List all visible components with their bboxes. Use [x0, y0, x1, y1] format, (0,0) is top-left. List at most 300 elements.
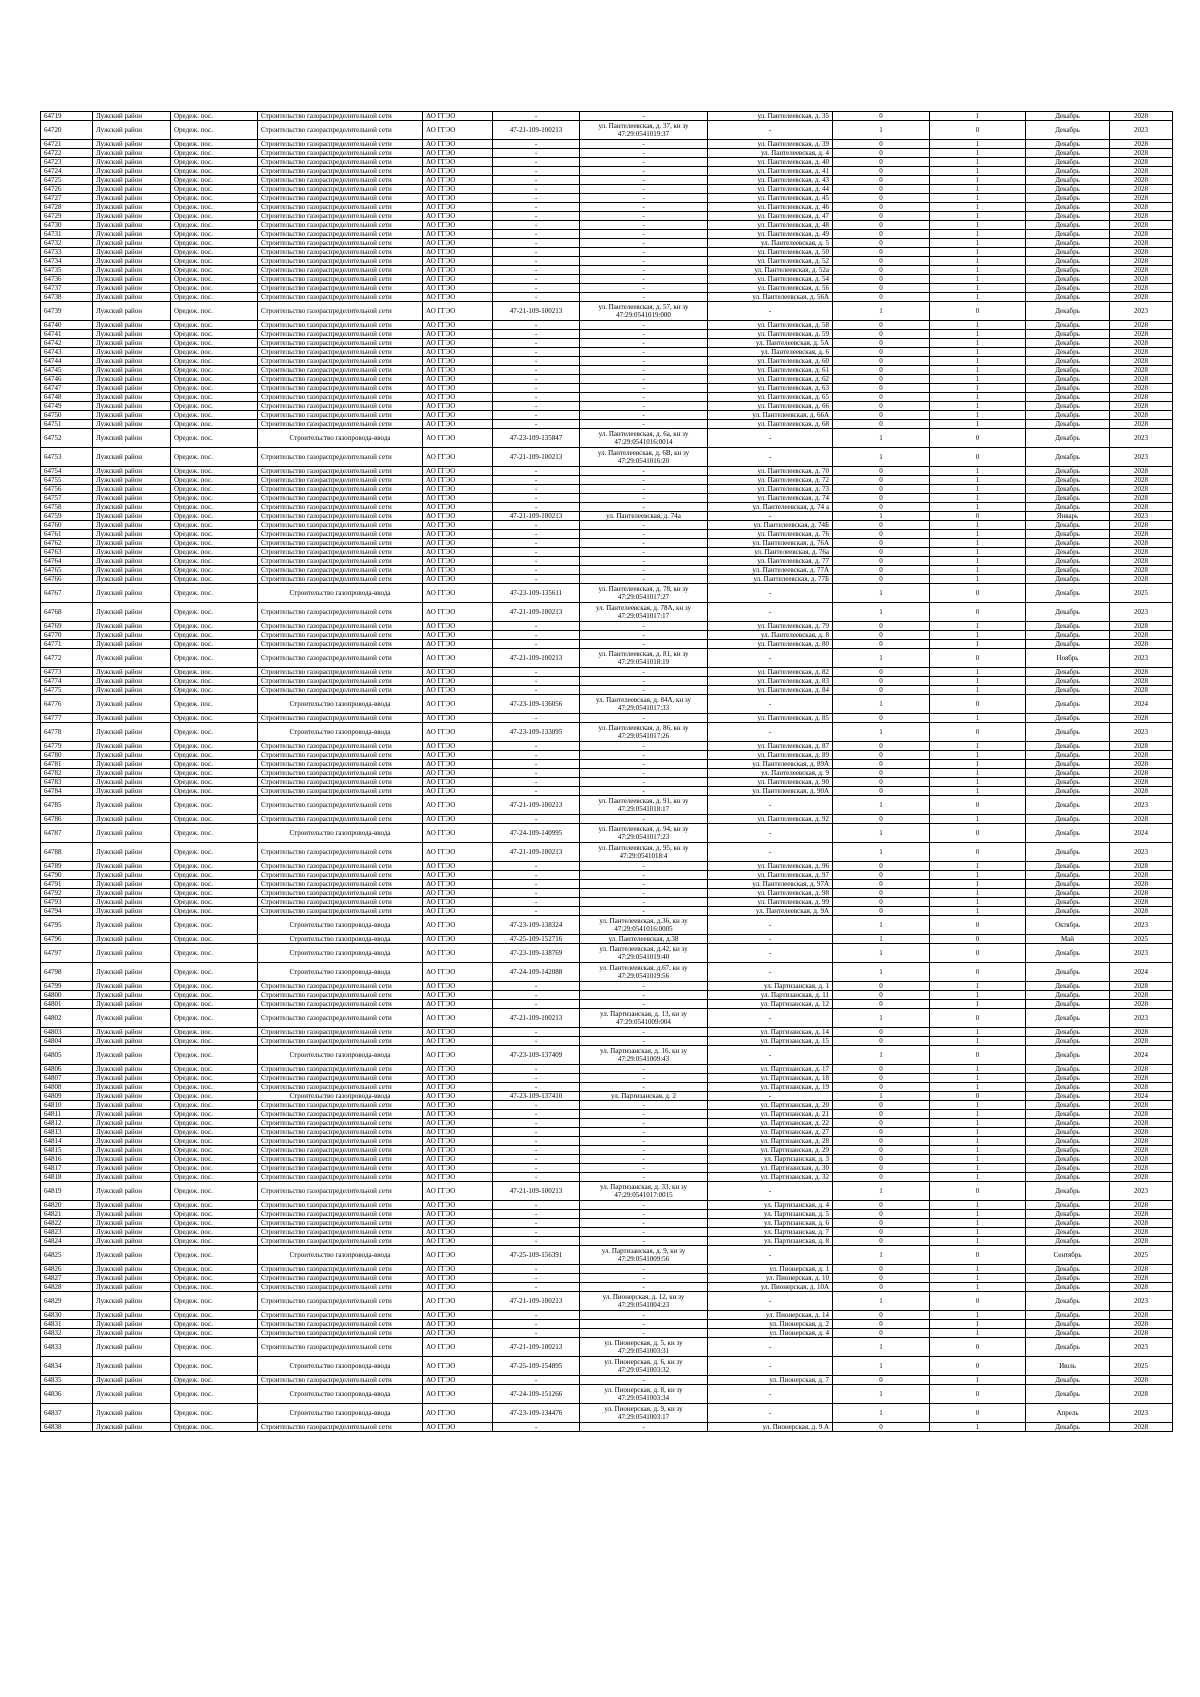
value2-cell: 1	[930, 1155, 1026, 1164]
value1-cell: 1	[833, 1404, 930, 1423]
organization-cell: АО ГГЭО	[423, 248, 493, 257]
year-cell: 2028	[1110, 339, 1173, 348]
value2-cell: 1	[930, 907, 1026, 916]
value1-cell: 0	[833, 1146, 930, 1155]
work-type-cell: Строительство газораспределительной сети	[258, 149, 423, 158]
row-number-cell: 64813	[41, 1128, 93, 1137]
table-row	[41, 167, 1173, 176]
cadastral-cell: -	[580, 566, 708, 575]
value2-cell: 1	[930, 284, 1026, 293]
row-number-cell: 64809	[41, 1092, 93, 1101]
address-cell: ул. Пантелеевская, д. 58	[708, 321, 833, 330]
table-row	[41, 266, 1173, 275]
address-cell: -	[708, 649, 833, 668]
application-number-cell: 47-21-109-100213	[493, 1292, 580, 1311]
district-cell: Лужский район	[93, 1338, 171, 1357]
work-type-cell: Строительство газораспределительной сети	[258, 1000, 423, 1009]
value1-cell: 0	[833, 1083, 930, 1092]
value1-cell: 0	[833, 982, 930, 991]
value1-cell: 0	[833, 330, 930, 339]
organization-cell: АО ГГЭО	[423, 1083, 493, 1092]
work-type-cell: Строительство газораспределительной сети	[258, 1028, 423, 1037]
application-number-cell: -	[493, 357, 580, 366]
work-type-cell: Строительство газораспределительной сети	[258, 467, 423, 476]
year-cell: 2023	[1110, 302, 1173, 321]
year-cell: 2023	[1110, 843, 1173, 862]
work-type-cell: Строительство газораспределительной сети	[258, 982, 423, 991]
row-number-cell: 64805	[41, 1046, 93, 1065]
address-cell: -	[708, 916, 833, 935]
organization-cell: АО ГГЭО	[423, 1028, 493, 1037]
settlement-cell: Оредеж. пос.	[171, 1182, 258, 1201]
settlement-cell: Оредеж. пос.	[171, 1385, 258, 1404]
row-number-cell: 64791	[41, 880, 93, 889]
month-cell: Декабрь	[1026, 1155, 1110, 1164]
application-number-cell: -	[493, 1028, 580, 1037]
settlement-cell: Оредеж. пос.	[171, 566, 258, 575]
table-row	[41, 1274, 1173, 1283]
application-number-cell: -	[493, 871, 580, 880]
row-number-cell: 64785	[41, 796, 93, 815]
address-cell: -	[708, 1246, 833, 1265]
settlement-cell: Оредеж. пос.	[171, 302, 258, 321]
value1-cell: 0	[833, 239, 930, 248]
organization-cell: АО ГГЭО	[423, 1137, 493, 1146]
cadastral-cell: -	[580, 1110, 708, 1119]
address-cell: ул. Пантелеевская, д. 50	[708, 248, 833, 257]
address-cell: ул. Пантелеевская, д. 77	[708, 557, 833, 566]
table-row	[41, 584, 1173, 603]
district-cell: Лужский район	[93, 963, 171, 982]
settlement-cell: Оредеж. пос.	[171, 521, 258, 530]
settlement-cell: Оредеж. пос.	[171, 778, 258, 787]
settlement-cell: Оредеж. пос.	[171, 375, 258, 384]
organization-cell: АО ГГЭО	[423, 112, 493, 121]
organization-cell: АО ГГЭО	[423, 880, 493, 889]
month-cell: Декабрь	[1026, 843, 1110, 862]
district-cell: Лужский район	[93, 1292, 171, 1311]
month-cell: Декабрь	[1026, 429, 1110, 448]
value2-cell: 1	[930, 476, 1026, 485]
district-cell: Лужский район	[93, 1074, 171, 1083]
organization-cell: АО ГГЭО	[423, 862, 493, 871]
district-cell: Лужский район	[93, 1146, 171, 1155]
settlement-cell: Оредеж. пос.	[171, 140, 258, 149]
organization-cell: АО ГГЭО	[423, 815, 493, 824]
work-type-cell: Строительство газопровода-ввода	[258, 963, 423, 982]
value2-cell: 1	[930, 539, 1026, 548]
table-row	[41, 1119, 1173, 1128]
work-type-cell: Строительство газораспределительной сети	[258, 275, 423, 284]
cadastral-cell: ул. Пантелеевская, д. 78А, кн зу 47:29:0541017:17	[580, 603, 708, 622]
work-type-cell: Строительство газораспределительной сети	[258, 1009, 423, 1028]
month-cell: Декабрь	[1026, 167, 1110, 176]
row-number-cell: 64794	[41, 907, 93, 916]
table-row	[41, 375, 1173, 384]
work-type-cell: Строительство газораспределительной сети	[258, 194, 423, 203]
address-cell: -	[708, 1046, 833, 1065]
value2-cell: 1	[930, 1037, 1026, 1046]
cadastral-cell: -	[580, 467, 708, 476]
value1-cell: 1	[833, 121, 930, 140]
year-cell: 2028	[1110, 1265, 1173, 1274]
row-number-cell: 64744	[41, 357, 93, 366]
value2-cell: 1	[930, 668, 1026, 677]
row-number-cell: 64727	[41, 194, 93, 203]
cadastral-cell: -	[580, 248, 708, 257]
year-cell: 2028	[1110, 384, 1173, 393]
organization-cell: АО ГГЭО	[423, 787, 493, 796]
row-number-cell: 64804	[41, 1037, 93, 1046]
organization-cell: АО ГГЭО	[423, 843, 493, 862]
year-cell: 2028	[1110, 366, 1173, 375]
district-cell: Лужский район	[93, 1265, 171, 1274]
table-row	[41, 1283, 1173, 1292]
year-cell: 2028	[1110, 275, 1173, 284]
organization-cell: АО ГГЭО	[423, 548, 493, 557]
row-number-cell: 64756	[41, 485, 93, 494]
year-cell: 2028	[1110, 1173, 1173, 1182]
work-type-cell: Строительство газораспределительной сети	[258, 880, 423, 889]
district-cell: Лужский район	[93, 1385, 171, 1404]
year-cell: 2028	[1110, 991, 1173, 1000]
organization-cell: АО ГГЭО	[423, 935, 493, 944]
district-cell: Лужский район	[93, 778, 171, 787]
district-cell: Лужский район	[93, 935, 171, 944]
work-type-cell: Строительство газораспределительной сети	[258, 815, 423, 824]
address-cell: ул. Пионерская, д. 4	[708, 1329, 833, 1338]
value1-cell: 0	[833, 393, 930, 402]
value1-cell: 0	[833, 1228, 930, 1237]
organization-cell: АО ГГЭО	[423, 512, 493, 521]
organization-cell: АО ГГЭО	[423, 321, 493, 330]
organization-cell: АО ГГЭО	[423, 796, 493, 815]
value1-cell: 0	[833, 557, 930, 566]
year-cell: 2028	[1110, 266, 1173, 275]
year-cell: 2028	[1110, 1283, 1173, 1292]
work-type-cell: Строительство газораспределительной сети	[258, 1101, 423, 1110]
value1-cell: 0	[833, 1423, 930, 1432]
work-type-cell: Строительство газораспределительной сети	[258, 1164, 423, 1173]
address-cell: ул. Партизанская, д. 7	[708, 1228, 833, 1237]
address-cell: ул. Пионерская, д. 2	[708, 1320, 833, 1329]
work-type-cell: Строительство газораспределительной сети	[258, 778, 423, 787]
organization-cell: АО ГГЭО	[423, 1164, 493, 1173]
district-cell: Лужский район	[93, 787, 171, 796]
month-cell: Декабрь	[1026, 1092, 1110, 1101]
cadastral-cell: -	[580, 1265, 708, 1274]
value2-cell: 1	[930, 176, 1026, 185]
cadastral-cell: -	[580, 1274, 708, 1283]
settlement-cell: Оредеж. пос.	[171, 1037, 258, 1046]
table-row	[41, 530, 1173, 539]
year-cell: 2023	[1110, 1182, 1173, 1201]
application-number-cell: -	[493, 112, 580, 121]
application-number-cell: -	[493, 815, 580, 824]
cadastral-cell: -	[580, 640, 708, 649]
row-number-cell: 64812	[41, 1119, 93, 1128]
table-row	[41, 1376, 1173, 1385]
organization-cell: АО ГГЭО	[423, 1146, 493, 1155]
year-cell: 2028	[1110, 1074, 1173, 1083]
value1-cell: 0	[833, 1173, 930, 1182]
work-type-cell: Строительство газораспределительной сети	[258, 121, 423, 140]
table-row	[41, 1357, 1173, 1376]
district-cell: Лужский район	[93, 266, 171, 275]
month-cell: Декабрь	[1026, 714, 1110, 723]
value1-cell: 0	[833, 760, 930, 769]
year-cell: 2028	[1110, 1423, 1173, 1432]
year-cell: 2023	[1110, 121, 1173, 140]
month-cell: Декабрь	[1026, 1074, 1110, 1083]
table-row	[41, 1385, 1173, 1404]
cadastral-cell: ул. Пионерская, д. 5, кн зу 47:29:0541003:31	[580, 1338, 708, 1357]
address-cell: ул. Пантелеевская, д. 60	[708, 357, 833, 366]
row-number-cell: 64763	[41, 548, 93, 557]
table-row	[41, 1228, 1173, 1237]
year-cell: 2025	[1110, 1246, 1173, 1265]
month-cell: Декабрь	[1026, 824, 1110, 843]
cadastral-cell: ул. Партизанская, д. 33, кн зу 47:29:0541017:0015	[580, 1182, 708, 1201]
value1-cell: 0	[833, 686, 930, 695]
address-cell: ул. Пантелеевская, д. 41	[708, 167, 833, 176]
organization-cell: АО ГГЭО	[423, 339, 493, 348]
settlement-cell: Оредеж. пос.	[171, 1320, 258, 1329]
value2-cell: 1	[930, 991, 1026, 1000]
district-cell: Лужский район	[93, 212, 171, 221]
application-number-cell: 47-24-109-151266	[493, 1385, 580, 1404]
address-cell: ул. Пионерская, д. 10А	[708, 1283, 833, 1292]
application-number-cell: 47-21-109-100213	[493, 448, 580, 467]
value2-cell: 0	[930, 935, 1026, 944]
row-number-cell: 64767	[41, 584, 93, 603]
work-type-cell: Строительство газораспределительной сети	[258, 787, 423, 796]
organization-cell: АО ГГЭО	[423, 769, 493, 778]
row-number-cell: 64732	[41, 239, 93, 248]
application-number-cell: -	[493, 557, 580, 566]
value1-cell: 0	[833, 185, 930, 194]
work-type-cell: Строительство газораспределительной сети	[258, 393, 423, 402]
year-cell: 2024	[1110, 695, 1173, 714]
value1-cell: 0	[833, 167, 930, 176]
application-number-cell: 47-23-109-138324	[493, 916, 580, 935]
district-cell: Лужский район	[93, 1376, 171, 1385]
organization-cell: АО ГГЭО	[423, 1110, 493, 1119]
value2-cell: 1	[930, 1311, 1026, 1320]
value2-cell: 1	[930, 566, 1026, 575]
value2-cell: 1	[930, 112, 1026, 121]
value2-cell: 1	[930, 548, 1026, 557]
table-row	[41, 935, 1173, 944]
table-row	[41, 1164, 1173, 1173]
value2-cell: 1	[930, 467, 1026, 476]
value2-cell: 1	[930, 1423, 1026, 1432]
organization-cell: АО ГГЭО	[423, 1283, 493, 1292]
data-table	[40, 111, 1173, 1432]
settlement-cell: Оредеж. пос.	[171, 982, 258, 991]
year-cell: 2023	[1110, 448, 1173, 467]
application-number-cell: -	[493, 862, 580, 871]
value2-cell: 1	[930, 366, 1026, 375]
settlement-cell: Оредеж. пос.	[171, 512, 258, 521]
work-type-cell: Строительство газораспределительной сети	[258, 603, 423, 622]
table-row	[41, 420, 1173, 429]
district-cell: Лужский район	[93, 494, 171, 503]
district-cell: Лужский район	[93, 348, 171, 357]
month-cell: Декабрь	[1026, 1173, 1110, 1182]
district-cell: Лужский район	[93, 1128, 171, 1137]
table-row	[41, 1237, 1173, 1246]
value1-cell: 0	[833, 275, 930, 284]
application-number-cell: -	[493, 668, 580, 677]
month-cell: Июль	[1026, 1357, 1110, 1376]
application-number-cell: -	[493, 1228, 580, 1237]
value2-cell: 1	[930, 1164, 1026, 1173]
value1-cell: 0	[833, 668, 930, 677]
month-cell: Декабрь	[1026, 677, 1110, 686]
table-row	[41, 1083, 1173, 1092]
work-type-cell: Строительство газораспределительной сети	[258, 1128, 423, 1137]
work-type-cell: Строительство газораспределительной сети	[258, 1210, 423, 1219]
value2-cell: 1	[930, 1274, 1026, 1283]
district-cell: Лужский район	[93, 862, 171, 871]
month-cell: Декабрь	[1026, 284, 1110, 293]
application-number-cell: -	[493, 889, 580, 898]
cadastral-cell: -	[580, 530, 708, 539]
row-number-cell: 64771	[41, 640, 93, 649]
table-row	[41, 158, 1173, 167]
settlement-cell: Оредеж. пос.	[171, 557, 258, 566]
organization-cell: АО ГГЭО	[423, 1329, 493, 1338]
district-cell: Лужский район	[93, 158, 171, 167]
address-cell: ул. Пантелеевская, д. 56А	[708, 293, 833, 302]
settlement-cell: Оредеж. пос.	[171, 1329, 258, 1338]
row-number-cell: 64778	[41, 723, 93, 742]
settlement-cell: Оредеж. пос.	[171, 402, 258, 411]
year-cell: 2028	[1110, 1228, 1173, 1237]
application-number-cell: 47-23-109-137410	[493, 1092, 580, 1101]
district-cell: Лужский район	[93, 760, 171, 769]
organization-cell: АО ГГЭО	[423, 1274, 493, 1283]
work-type-cell: Строительство газораспределительной сети	[258, 411, 423, 420]
application-number-cell: -	[493, 539, 580, 548]
value2-cell: 0	[930, 916, 1026, 935]
month-cell: Декабрь	[1026, 321, 1110, 330]
address-cell: ул. Партизанская, д. 3	[708, 1155, 833, 1164]
settlement-cell: Оредеж. пос.	[171, 393, 258, 402]
application-number-cell: 47-21-109-100213	[493, 512, 580, 521]
value2-cell: 1	[930, 1074, 1026, 1083]
row-number-cell: 64720	[41, 121, 93, 140]
district-cell: Лужский район	[93, 1065, 171, 1074]
address-cell: ул. Пантелеевская, д. 77Б	[708, 575, 833, 584]
organization-cell: АО ГГЭО	[423, 158, 493, 167]
table-row	[41, 1155, 1173, 1164]
cadastral-cell: -	[580, 548, 708, 557]
table-row	[41, 1320, 1173, 1329]
table-row	[41, 714, 1173, 723]
address-cell: ул. Пантелеевская, д. 70	[708, 467, 833, 476]
settlement-cell: Оредеж. пос.	[171, 815, 258, 824]
year-cell: 2028	[1110, 539, 1173, 548]
value2-cell: 1	[930, 248, 1026, 257]
district-cell: Лужский район	[93, 539, 171, 548]
settlement-cell: Оредеж. пос.	[171, 1137, 258, 1146]
cadastral-cell: ул. Пантелеевская, д.42, кн зу 47:29:0541019:40	[580, 944, 708, 963]
table-row	[41, 411, 1173, 420]
district-cell: Лужский район	[93, 668, 171, 677]
application-number-cell: 47-24-109-142088	[493, 963, 580, 982]
work-type-cell: Строительство газораспределительной сети	[258, 185, 423, 194]
district-cell: Лужский район	[93, 402, 171, 411]
application-number-cell: -	[493, 494, 580, 503]
application-number-cell: -	[493, 898, 580, 907]
application-number-cell: -	[493, 203, 580, 212]
settlement-cell: Оредеж. пос.	[171, 907, 258, 916]
work-type-cell: Строительство газораспределительной сети	[258, 266, 423, 275]
table-row	[41, 963, 1173, 982]
row-number-cell: 64769	[41, 622, 93, 631]
settlement-cell: Оредеж. пос.	[171, 751, 258, 760]
row-number-cell: 64787	[41, 824, 93, 843]
address-cell: ул. Пантелеевская, д. 76	[708, 530, 833, 539]
row-number-cell: 64829	[41, 1292, 93, 1311]
cadastral-cell: -	[580, 1137, 708, 1146]
work-type-cell: Строительство газораспределительной сети	[258, 1376, 423, 1385]
organization-cell: АО ГГЭО	[423, 916, 493, 935]
application-number-cell: 47-23-109-137409	[493, 1046, 580, 1065]
value2-cell: 1	[930, 1320, 1026, 1329]
organization-cell: АО ГГЭО	[423, 889, 493, 898]
row-number-cell: 64810	[41, 1101, 93, 1110]
work-type-cell: Строительство газораспределительной сети	[258, 796, 423, 815]
work-type-cell: Строительство газопровода-ввода	[258, 1404, 423, 1423]
month-cell: Декабрь	[1026, 889, 1110, 898]
cadastral-cell: -	[580, 149, 708, 158]
table-row	[41, 1219, 1173, 1228]
address-cell: ул. Пантелеевская, д. 74	[708, 494, 833, 503]
table-row	[41, 1009, 1173, 1028]
value2-cell: 1	[930, 769, 1026, 778]
month-cell: Декабрь	[1026, 176, 1110, 185]
value2-cell: 0	[930, 796, 1026, 815]
year-cell: 2028	[1110, 1128, 1173, 1137]
table-row	[41, 1265, 1173, 1274]
work-type-cell: Строительство газопровода-ввода	[258, 1092, 423, 1101]
work-type-cell: Строительство газораспределительной сети	[258, 566, 423, 575]
row-number-cell: 64786	[41, 815, 93, 824]
row-number-cell: 64742	[41, 339, 93, 348]
address-cell: ул. Пантелеевская, д. 82	[708, 668, 833, 677]
cadastral-cell: ул. Пионерская, д. 8, кн зу 47:29:0541003:34	[580, 1385, 708, 1404]
row-number-cell: 64734	[41, 257, 93, 266]
work-type-cell: Строительство газораспределительной сети	[258, 284, 423, 293]
value1-cell: 0	[833, 221, 930, 230]
address-cell: ул. Пантелеевская, д. 9А	[708, 907, 833, 916]
settlement-cell: Оредеж. пос.	[171, 871, 258, 880]
organization-cell: АО ГГЭО	[423, 1219, 493, 1228]
month-cell: Декабрь	[1026, 185, 1110, 194]
year-cell: 2028	[1110, 158, 1173, 167]
settlement-cell: Оредеж. пос.	[171, 1265, 258, 1274]
address-cell: ул. Пантелеевская, д. 47	[708, 212, 833, 221]
organization-cell: АО ГГЭО	[423, 723, 493, 742]
value2-cell: 1	[930, 1119, 1026, 1128]
organization-cell: АО ГГЭО	[423, 1201, 493, 1210]
row-number-cell: 64798	[41, 963, 93, 982]
address-cell: ул. Пионерская, д. 14	[708, 1311, 833, 1320]
district-cell: Лужский район	[93, 880, 171, 889]
